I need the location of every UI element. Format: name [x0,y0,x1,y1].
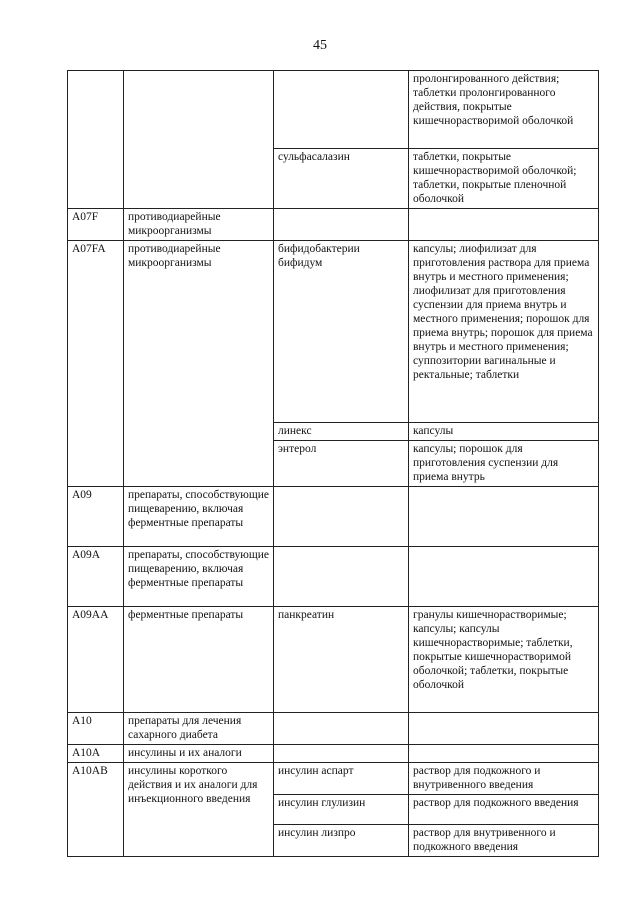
drug-cell: инсулин глулизин [274,795,409,825]
drug-cell: энтерол [274,441,409,487]
forms-cell [409,487,599,547]
forms-cell [409,547,599,607]
drug-cell: инсулин лизпро [274,825,409,857]
drug-cell: сульфасалазин [274,149,409,209]
group-cell [124,71,274,209]
drug-cell [274,209,409,241]
table-row [68,713,599,745]
group-cell: препараты, способствующие пищеварению, включая ферментные препараты [124,487,274,547]
atc-code-cell: A10 [68,713,124,745]
forms-cell: пролонгированного действия; таблетки пролонгированного действия, покрытые кишечнорастворимой оболочкой [409,71,599,149]
atc-code-cell [68,71,124,209]
table-row [68,71,599,149]
table-row [68,745,599,763]
group-cell: препараты для лечения сахарного диабета [124,713,274,745]
forms-cell: капсулы; порошок для приготовления суспензии для приема внутрь [409,441,599,487]
atc-code-cell: A10A [68,745,124,763]
drug-cell [274,71,409,149]
atc-code-cell: A09AA [68,607,124,713]
group-cell: противодиарейные микроорганизмы [124,241,274,487]
group-cell: противодиарейные микроорганизмы [124,209,274,241]
atc-code-cell: A09 [68,487,124,547]
atc-code-cell: A07FA [68,241,124,487]
group-cell: инсулины и их аналоги [124,745,274,763]
table-row [68,241,599,423]
forms-cell: капсулы [409,423,599,441]
forms-cell [409,209,599,241]
table-row [68,487,599,547]
atc-code-cell: A09A [68,547,124,607]
table-row [68,209,599,241]
forms-cell: раствор для подкожного введения [409,795,599,825]
page-number: 45 [313,38,327,53]
forms-cell [409,713,599,745]
forms-cell: таблетки, покрытые кишечнорастворимой оболочкой; таблетки, покрытые пленочной оболочкой [409,149,599,209]
drug-cell: инсулин аспарт [274,763,409,795]
drug-cell: бифидобактерии бифидум [274,241,409,423]
drug-cell [274,487,409,547]
drug-cell: линекс [274,423,409,441]
table-row [68,547,599,607]
forms-cell: гранулы кишечнорастворимые; капсулы; капсулы кишечнорастворимые; таблетки, покрытые кишечнорастворимой оболочкой; таблетки, покрытые оболочкой [409,607,599,713]
drug-table [67,70,599,857]
table-row [68,763,599,795]
drug-cell [274,547,409,607]
forms-cell [409,745,599,763]
table-row [68,607,599,713]
atc-code-cell: A10AB [68,763,124,857]
atc-code-cell: A07F [68,209,124,241]
group-cell: препараты, способствующие пищеварению, включая ферментные препараты [124,547,274,607]
forms-cell: капсулы; лиофилизат для приготовления раствора для приема внутрь и местного применения; лиофилизат для приготовления суспензии для приема внутрь и местного применения; порошок для приема внутрь; порошок для приема внутрь и местного применения; суппозитории вагинальные и ректальные; таблетки [409,241,599,423]
drug-cell [274,745,409,763]
forms-cell: раствор для внутривенного и подкожного введения [409,825,599,857]
drug-cell [274,713,409,745]
group-cell: инсулины короткого действия и их аналоги для инъекционного введения [124,763,274,857]
drug-cell: панкреатин [274,607,409,713]
group-cell: ферментные препараты [124,607,274,713]
forms-cell: раствор для подкожного и внутривенного введения [409,763,599,795]
